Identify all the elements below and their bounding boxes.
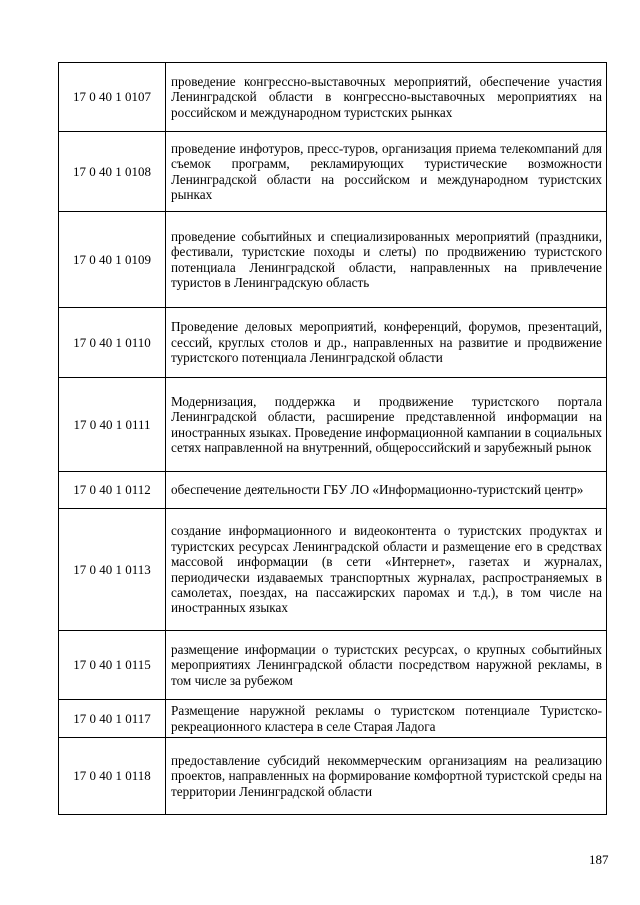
description-cell: проведение событийных и специализированных мероприятий (праздники, фестивали, туристские походы и слеты) по продвижению туристского потенциала Ленинградской области, направленных на привлечение туристов в Ленинградскую область bbox=[166, 212, 607, 308]
table-row bbox=[59, 738, 607, 815]
description-cell: Модернизация, поддержка и продвижение туристского портала Ленинградской области, расширение представленной информации на иностранных языках. Проведение информационной кампании в социальных сетях направленной на внутренний, общероссийский и зарубежный рынок bbox=[166, 378, 607, 472]
table-row bbox=[59, 631, 607, 700]
code-cell: 17 0 40 1 0112 bbox=[59, 472, 166, 509]
code-cell: 17 0 40 1 0110 bbox=[59, 308, 166, 378]
description-cell: обеспечение деятельности ГБУ ЛО «Информационно-туристский центр» bbox=[166, 472, 607, 509]
code-cell: 17 0 40 1 0117 bbox=[59, 700, 166, 738]
description-cell: размещение информации о туристских ресурсах, о крупных событийных мероприятиях Ленинградской области посредством наружной рекламы, в том числе за рубежом bbox=[166, 631, 607, 700]
page-number: 187 bbox=[589, 852, 609, 867]
code-cell: 17 0 40 1 0108 bbox=[59, 132, 166, 212]
table-row bbox=[59, 472, 607, 509]
description-cell: проведение конгрессно-выставочных мероприятий, обеспечение участия Ленинградской области в конгрессно-выставочных мероприятиях на российском и международном туристских рынках bbox=[166, 63, 607, 132]
code-cell: 17 0 40 1 0107 bbox=[59, 63, 166, 132]
code-cell: 17 0 40 1 0118 bbox=[59, 738, 166, 815]
description-cell: Размещение наружной рекламы о туристском потенциале Туристско-рекреационного кластера в селе Старая Ладога bbox=[166, 700, 607, 738]
description-cell: Проведение деловых мероприятий, конференций, форумов, презентаций, сессий, круглых столов и др., направленных на развитие и продвижение туристского потенциала Ленинградской области bbox=[166, 308, 607, 378]
table-row bbox=[59, 509, 607, 631]
description-cell: проведение инфотуров, пресс-туров, организация приема телекомпаний для съемок программ, рекламирующих туристические возможности Ленинградской области на российском и международном туристских рынках bbox=[166, 132, 607, 212]
budget-codes-table bbox=[58, 62, 607, 815]
code-cell: 17 0 40 1 0115 bbox=[59, 631, 166, 700]
code-cell: 17 0 40 1 0113 bbox=[59, 509, 166, 631]
code-cell: 17 0 40 1 0109 bbox=[59, 212, 166, 308]
table-row bbox=[59, 700, 607, 738]
description-cell: предоставление субсидий некоммерческим организациям на реализацию проектов, направленных на формирование комфортной туристской среды на территории Ленинградской области bbox=[166, 738, 607, 815]
table-row bbox=[59, 212, 607, 308]
table-row bbox=[59, 132, 607, 212]
table-row bbox=[59, 308, 607, 378]
table-row bbox=[59, 378, 607, 472]
code-cell: 17 0 40 1 0111 bbox=[59, 378, 166, 472]
description-cell: создание информационного и видеоконтента о туристских продуктах и туристских ресурсах Ленинградской области и размещение его в средствах массовой информации (в сети «Интернет», газетах и журналах, периодически издаваемых транспортных журналах, распространяемых в самолетах, поездах, на пассажирских паромах и т.д.), в том числе на иностранных языках bbox=[166, 509, 607, 631]
table-row bbox=[59, 63, 607, 132]
